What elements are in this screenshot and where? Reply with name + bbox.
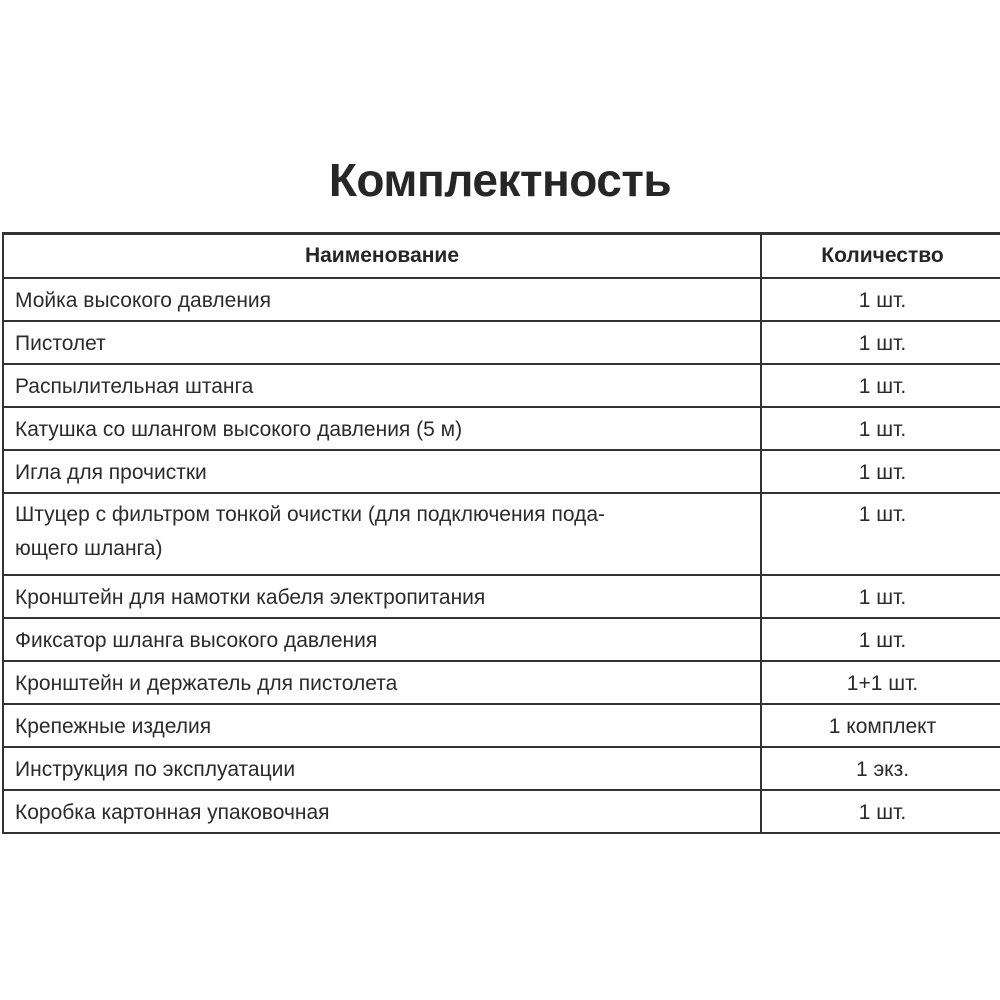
item-quantity: 1 шт. <box>761 618 1000 661</box>
table-row <box>3 450 1000 493</box>
item-quantity: 1 шт. <box>761 407 1000 450</box>
item-quantity: 1 комплект <box>761 704 1000 747</box>
item-name: Кронштейн для намотки кабеля электропитания <box>3 575 761 618</box>
item-name: Фиксатор шланга высокого давления <box>3 618 761 661</box>
item-name: Распылительная штанга <box>3 364 761 407</box>
item-quantity: 1 шт. <box>761 575 1000 618</box>
item-name: Мойка высокого давления <box>3 278 761 321</box>
item-name: Катушка со шлангом высокого давления (5 м) <box>3 407 761 450</box>
item-name-line2: ющего шланга) <box>15 537 163 560</box>
table-row <box>3 407 1000 450</box>
column-header-quantity: Количество <box>761 234 1000 279</box>
item-name <box>3 493 761 575</box>
table-row <box>3 661 1000 704</box>
item-quantity: 1 шт. <box>761 493 1000 575</box>
item-name: Пистолет <box>3 321 761 364</box>
item-name: Крепежные изделия <box>3 704 761 747</box>
table-header-row <box>3 234 1000 279</box>
column-header-name: Наименование <box>3 234 761 279</box>
item-name: Игла для прочистки <box>3 450 761 493</box>
item-quantity: 1 шт. <box>761 790 1000 833</box>
table-row <box>3 321 1000 364</box>
page-title: Комплектность <box>328 154 672 206</box>
item-quantity: 1 шт. <box>761 364 1000 407</box>
item-quantity: 1 шт. <box>761 278 1000 321</box>
table-row <box>3 747 1000 790</box>
item-quantity: 1 шт. <box>761 450 1000 493</box>
item-quantity: 1+1 шт. <box>761 661 1000 704</box>
table-row <box>3 493 1000 575</box>
table-row <box>3 790 1000 833</box>
contents-table <box>2 232 1000 834</box>
item-name-line1: Штуцер с фильтром тонкой очистки (для подключения пода- <box>15 503 605 526</box>
item-name: Кронштейн и держатель для пистолета <box>3 661 761 704</box>
table-row <box>3 364 1000 407</box>
item-name: Инструкция по эксплуатации <box>3 747 761 790</box>
item-quantity: 1 экз. <box>761 747 1000 790</box>
table-row <box>3 618 1000 661</box>
item-name: Коробка картонная упаковочная <box>3 790 761 833</box>
item-quantity: 1 шт. <box>761 321 1000 364</box>
table-row <box>3 575 1000 618</box>
table-row <box>3 704 1000 747</box>
table-row <box>3 278 1000 321</box>
